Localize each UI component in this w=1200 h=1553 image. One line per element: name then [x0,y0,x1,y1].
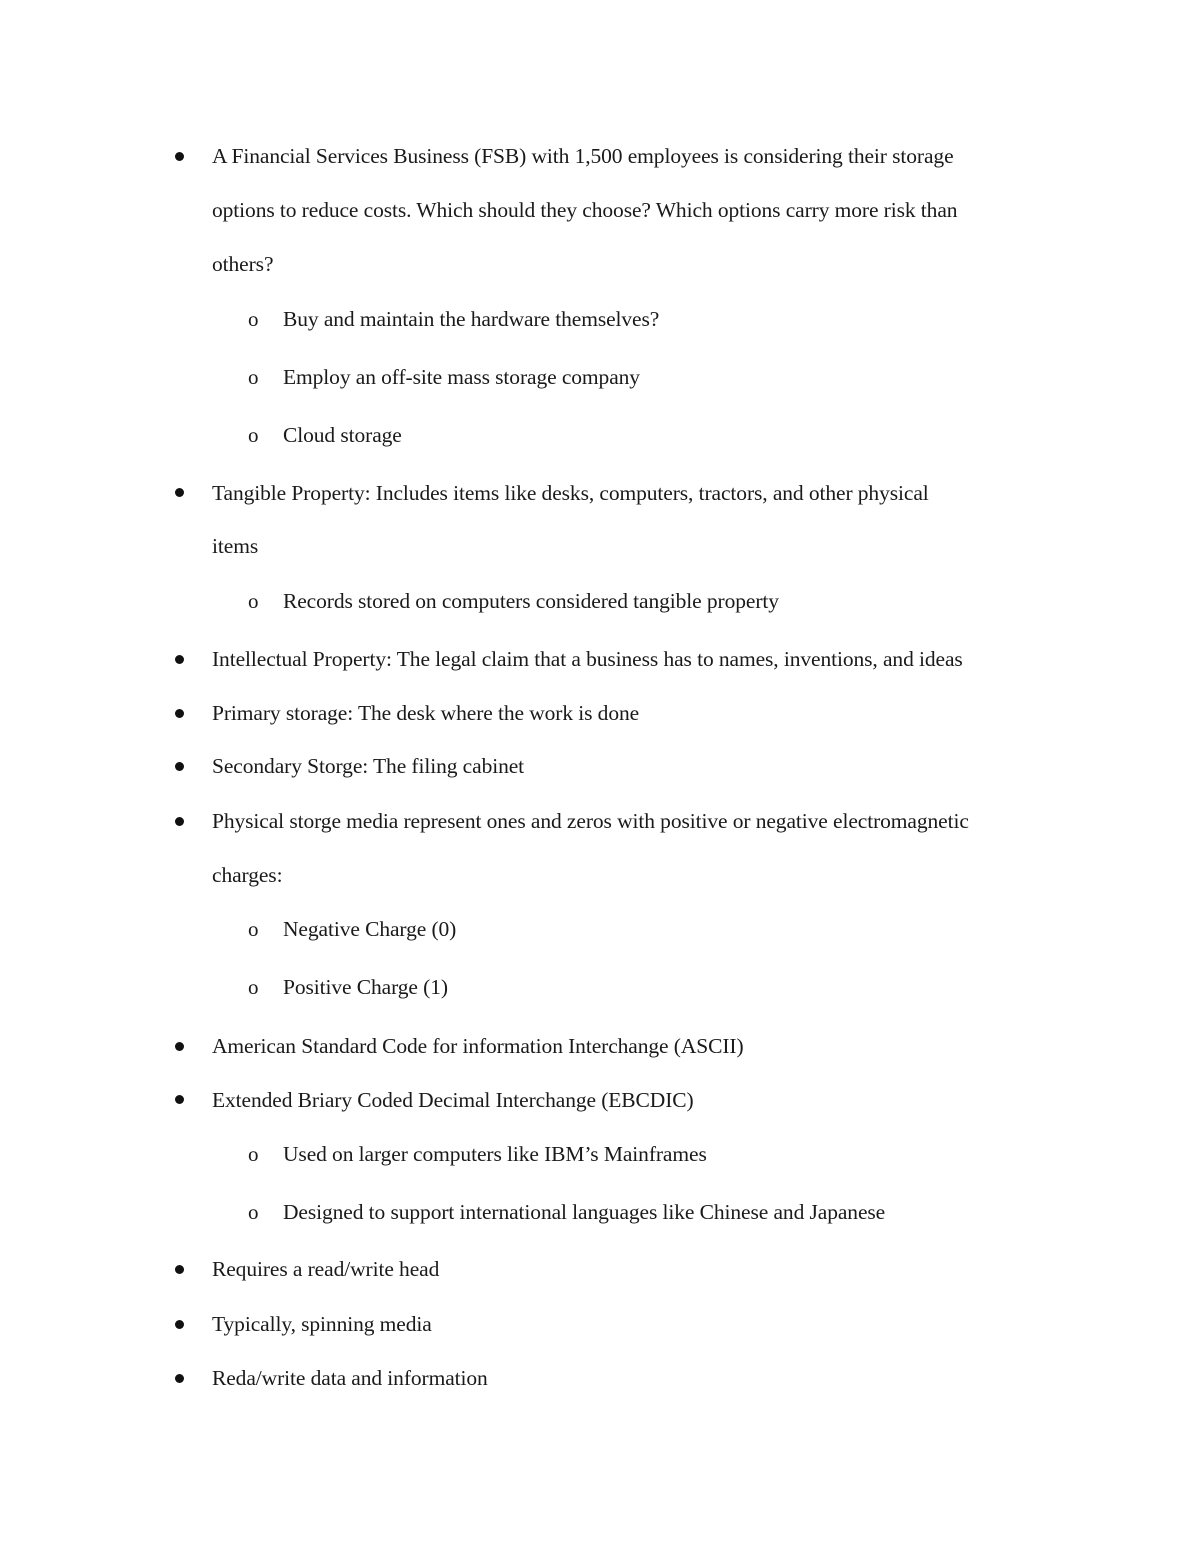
bullet-marker [175,655,184,664]
sub-bullet-marker: o [248,589,259,613]
list-item-text: American Standard Code for information Interchange (ASCII) [212,1034,744,1058]
list-item-text: A Financial Services Business (FSB) with 1,500 employees is considering their storage [212,144,954,168]
bullet-marker [175,1095,184,1104]
list-item-text: Reda/write data and information [212,1366,488,1390]
list-item-text: Requires a read/write head [212,1257,440,1281]
sub-bullet-marker: o [248,975,259,999]
bullet-marker [175,1265,184,1274]
sub-list-item-text: Buy and maintain the hardware themselves? [283,307,660,331]
list-item-text: Intellectual Property: The legal claim that a business has to names, inventions, and ideas [212,647,963,671]
sub-list-item-text: Records stored on computers considered tangible property [283,589,779,613]
bullet-marker [175,709,184,718]
bullet-marker [175,1042,184,1051]
bullet-marker [175,1320,184,1329]
sub-bullet-marker: o [248,1200,259,1224]
sub-list-item-text: Employ an off-site mass storage company [283,365,640,389]
list-item-text: options to reduce costs. Which should they choose? Which options carry more risk than [212,198,958,222]
sub-list-item-text: Cloud storage [283,423,402,447]
sub-list-item-text: Designed to support international languages like Chinese and Japanese [283,1200,886,1224]
list-item-text: others? [212,252,274,276]
bullet-marker [175,488,184,497]
bullet-marker [175,152,184,161]
sub-list-item-text: Negative Charge (0) [283,917,457,941]
bullet-marker [175,817,184,826]
list-item-text: Secondary Storge: The filing cabinet [212,754,525,778]
bullet-marker [175,762,184,771]
sub-bullet-marker: o [248,307,259,331]
sub-list-item-text: Used on larger computers like IBM’s Mainframes [283,1142,707,1166]
sub-list-item-text: Positive Charge (1) [283,975,448,999]
sub-bullet-marker: o [248,365,259,389]
list-item-text: Physical storge media represent ones and zeros with positive or negative electromagnetic [212,809,969,833]
list-item-text: Primary storage: The desk where the work is done [212,701,640,725]
list-item-text: Typically, spinning media [212,1312,432,1336]
list-item-text: Extended Briary Coded Decimal Interchange (EBCDIC) [212,1088,694,1112]
list-item-text: Tangible Property: Includes items like desks, computers, tractors, and other physical [212,481,929,505]
list-item-text: items [212,534,259,558]
sub-bullet-marker: o [248,917,259,941]
bullet-marker [175,1374,184,1383]
list-item-text: charges: [212,863,283,887]
sub-bullet-marker: o [248,423,259,447]
sub-bullet-marker: o [248,1142,259,1166]
